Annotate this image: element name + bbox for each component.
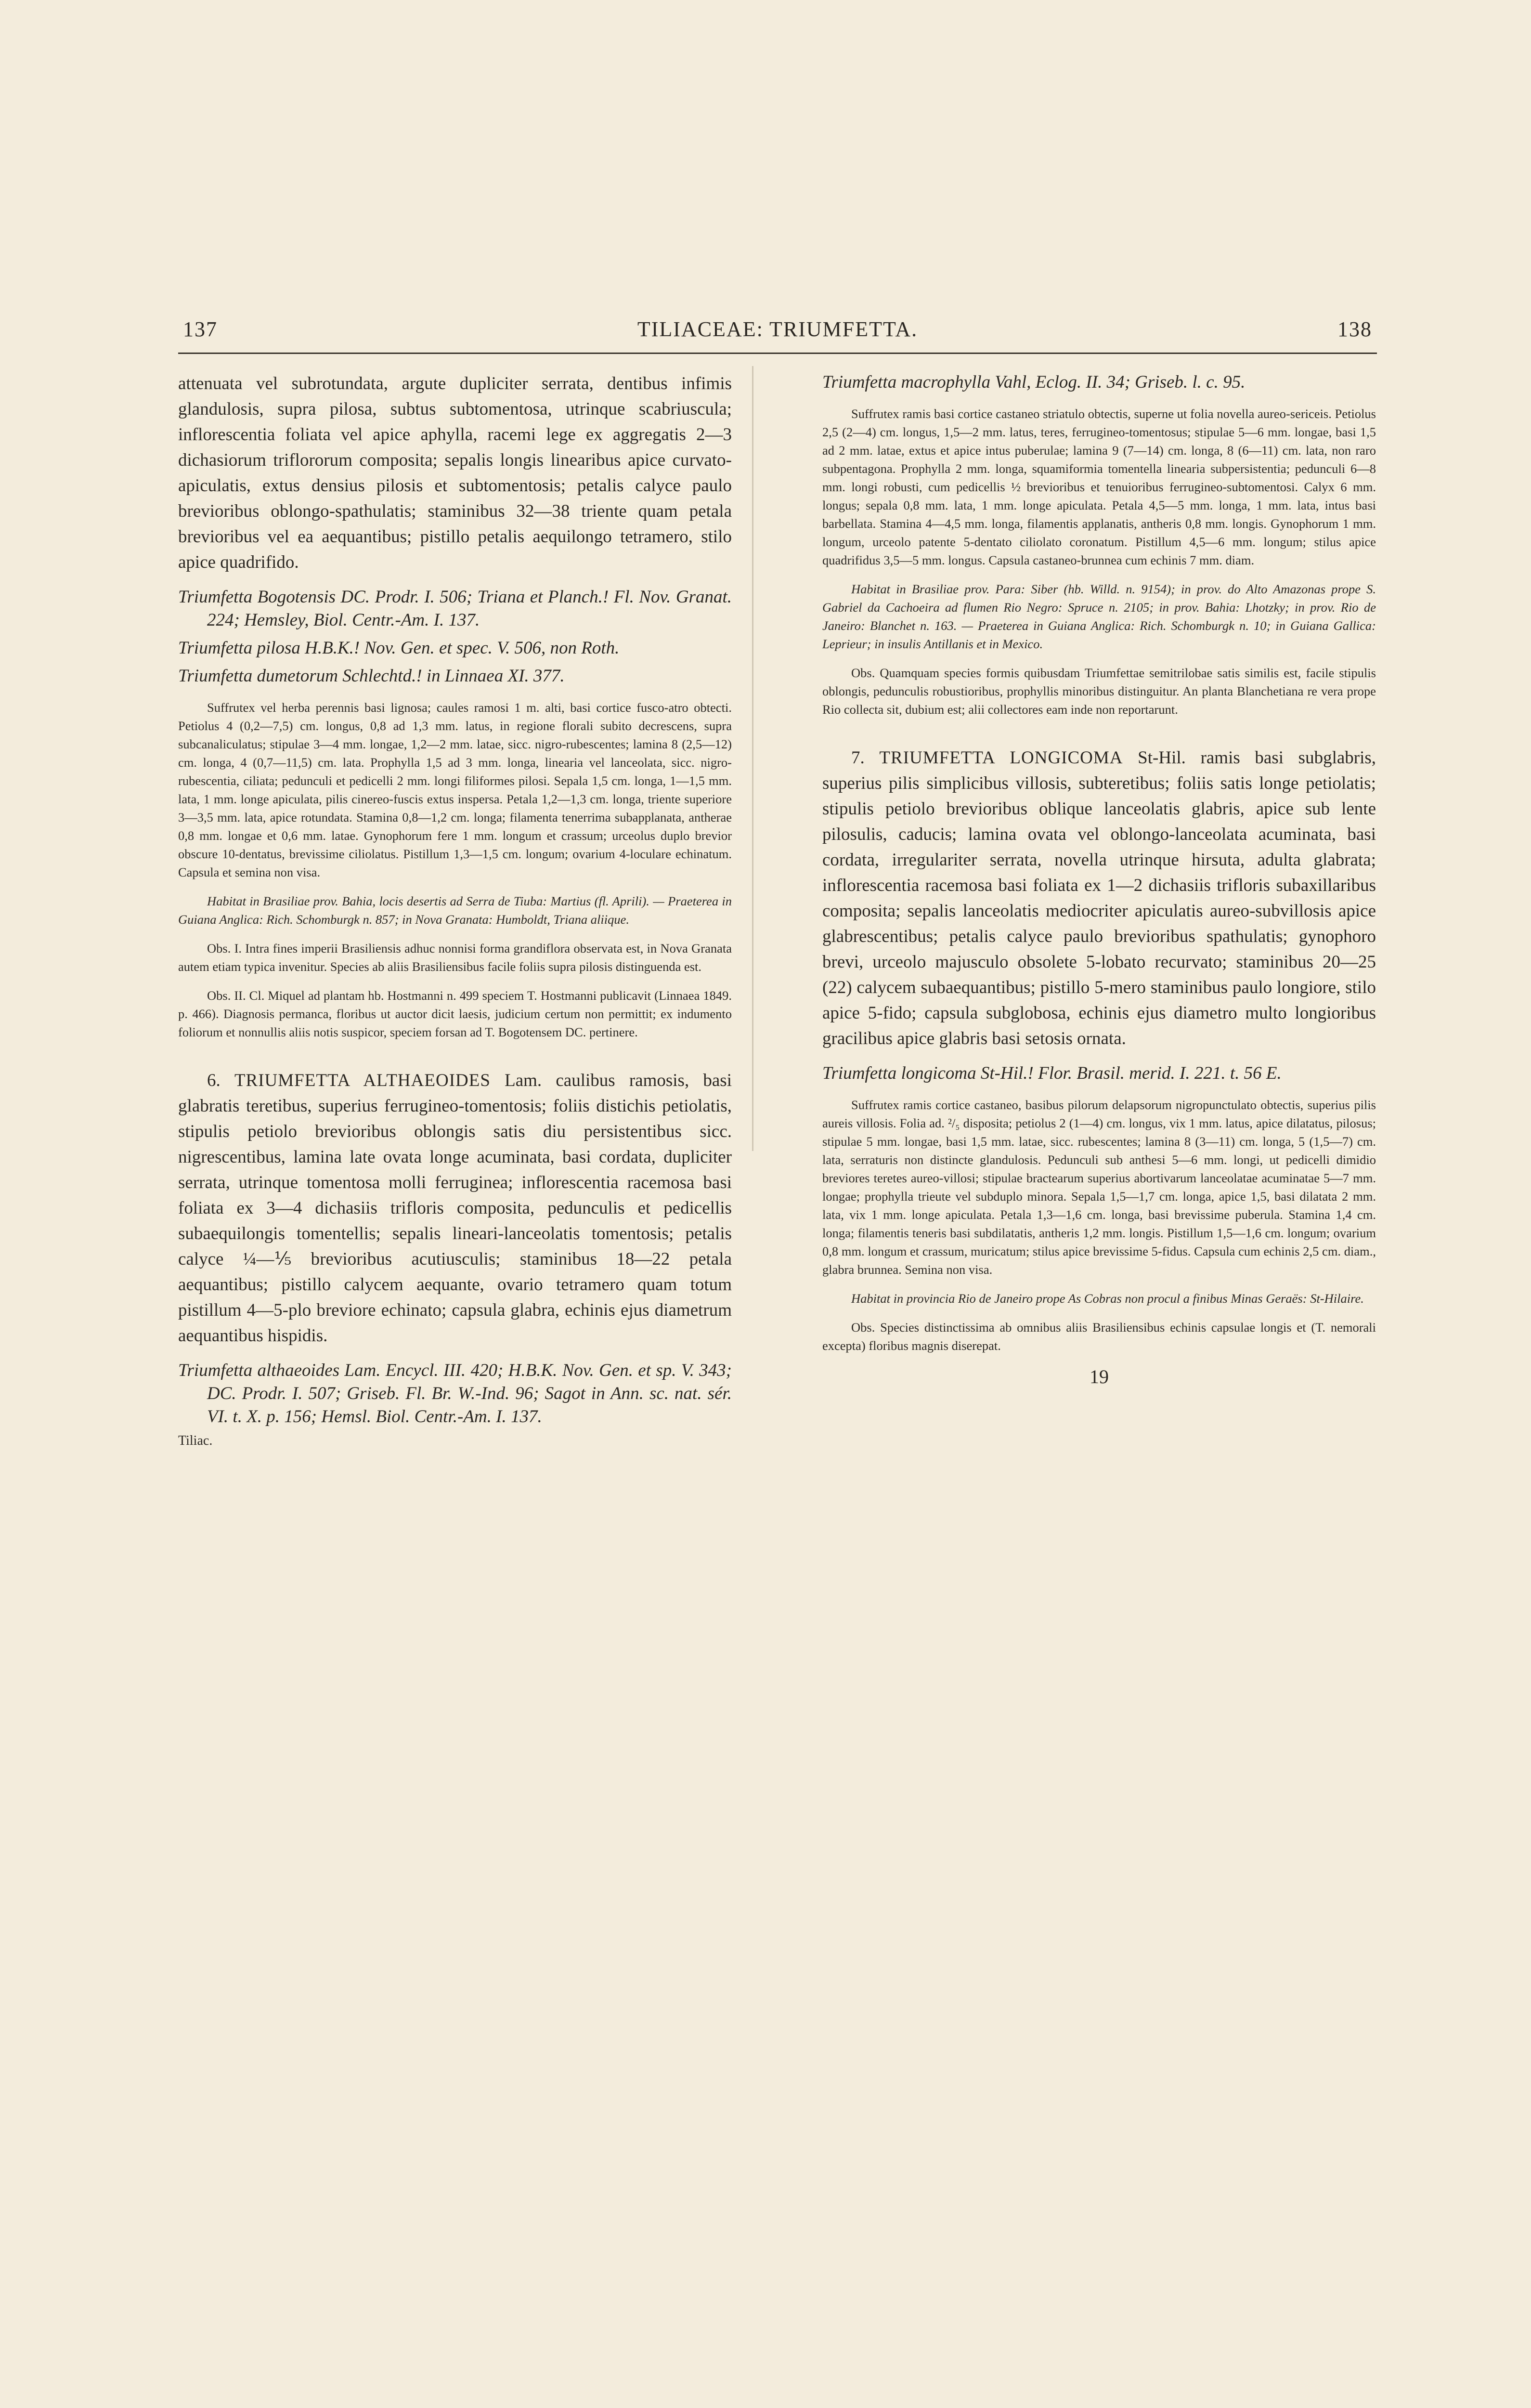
species-7-diagnosis-block	[822, 745, 1376, 1051]
header-rule	[178, 353, 1377, 354]
species-6-author: Lam.	[505, 1071, 542, 1090]
species-7-diagnosis: ramis basi subglabris, superius pilis simplicibus villosis, subteretibus; foliis satis longe petiolatis; stipulis petiolo brevioribus oblique lanceolatis glabris, apice sub lente pilosulis, caducis; lamina ovata vel oblongo-lanceolata acuminata, basi cordata, irregulariter serrata, novella utrinque hirsuta, adulta glabrata; inflorescentia racemosa basi foliata ex 1—2 dichasiis trifloris subaxillaribus composita; sepalis lanceolatis mediocriter apiculatis aureo-subvillosis apice glabrescentibus; petalis calyce paulo brevioribus spathulatis; gynophoro brevi, urceolo majusculo obsolete 5-lobato recurvato; staminibus 20—25 (22) calycem subaequantibus; pistillo 5-mero staminibus paulo longiore, stilo apice 5-fido; capsula subglobosa, echinis ejus diametro multo longioribus gracilibus apice glabris basi setosis ornata.	[822, 748, 1376, 1048]
species-7-number: 7.	[851, 748, 865, 768]
synonym-7: Triumfetta longicoma St-Hil.! Flor. Brasil. merid. I. 221. t. 56 E.	[822, 1063, 1282, 1083]
left-column	[178, 371, 732, 1449]
description-5: Suffrutex vel herba perennis basi lignosa; caules ramosi 1 m. alti, basi cortice fusco-atro obtecti. Petiolus 4 (0,2—7,5) cm. longus, 0,8 ad 1,3 mm. latus, in regione florali subito decrescens, supra subcanaliculatus; stipulae 3—4 mm. longae, 1,2—2 mm. latae, sicc. nigro-rubescentes; lamina 8 (2,5—12) cm. longa, 4 (0,7—11,5) cm. lata. Prophylla 1,5 ad 3 mm. longa, linearia vel lanceolata, sicc. nigro-rubescentia, ciliata; pedunculi et pedicelli 2 mm. longi filiformes pilosi. Sepala 1,5 cm. longa, 1—1,5 mm. lata, 1 mm. longe apiculata, pilis cinereo-fuscis extus inspersa. Petala 1,2—1,3 cm. longa, triente superiore 3—3,5 mm. lata, apice rotundata. Stamina 0,8—1,2 cm. longa; filamenta tenerrima subapplanata, antherae 0,8 mm. longae et 0,6 mm. latae. Gynophorum fere 1 mm. longum et crassum; urceolus duplo brevior obscure 10-dentatus, brevissime ciliolatus. Pistillum 1,3—1,5 cm. longum; ovarium 4-loculare echinatum. Capsula et semina non visa.	[178, 700, 732, 879]
intro-paragraph: attenuata vel subrotundata, argute dupliciter serrata, dentibus infimis glandulosis, supra pilosa, subtus subtomentosa, utrinque scabriuscula; inflorescentia foliata vel apice aphylla, racemi lege ex aggregatis 2—3 dichasiorum triflororum composita; sepalis longis linearibus apice curvato-apiculatis, extus densius pilosis et subtomentosis; petalis calyce paulo brevioribus oblongo-spathulatis; staminibus 32—38 triente quam petala brevioribus vel ea aequantibus; pistillo petalis aequilongo tetramero, stilo apice quadrifido.	[178, 374, 732, 572]
observation-5-1: Obs. I. Intra fines imperii Brasiliensis adhuc nonnisi forma grandiflora observata est, in Nova Granata autem etiam typica invenitur. Species ab aliis Brasiliensibus facile foliis supra pilosis distinguenda est.	[178, 941, 732, 974]
species-7-author: St-Hil.	[1138, 748, 1186, 768]
left-page-number: 137	[183, 317, 218, 341]
habitat-6: Habitat in Brasiliae prov. Para: Siber (hb. Willd. n. 9154); in prov. do Alto Amazonas prope S. Gabriel da Cachoeira ad flumen Rio Negro: Spruce n. 2105; in prov. Bahia: Lhotzky; in prov. Rio de Janeiro: Blanchet n. 163. — Praeterea in Guiana Anglica: Rich. Schomburgk n. 10; in Guiana Gallica: Leprieur; in insulis Antillanis et in Mexico.	[822, 582, 1376, 651]
synonym-5-1: Triumfetta Bogotensis DC. Prodr. I. 506; Triana et Planch.! Fl. Nov. Granat. 224; Hemsley, Biol. Centr.-Am. I. 137.	[178, 587, 732, 630]
running-head	[178, 313, 1377, 352]
species-6-number: 6.	[207, 1071, 221, 1090]
species-7-name: TRIUMFETTA LONGICOMA	[879, 748, 1123, 768]
column-divider	[752, 366, 753, 1151]
species-6-diagnosis-block	[178, 1068, 732, 1348]
observation-7: Obs. Species distinctissima ab omnibus aliis Brasiliensibus echinis capsulae longis et (T. nemorali excepta) floribus magnis diserepat.	[822, 1320, 1376, 1353]
synonym-5-3: Triumfetta dumetorum Schlechtd.! in Linnaea XI. 377.	[178, 666, 565, 686]
species-6-name: TRIUMFETTA ALTHAEOIDES	[234, 1071, 491, 1090]
observation-5-2: Obs. II. Cl. Miquel ad plantam hb. Hostmanni n. 499 speciem T. Hostmanni publicavit (Linnaea 1849. p. 466). Diagnosis permanca, floribus ut auctor dicit laesis, judicium certum non permittit; ex indumento foliorum et nonnullis aliis notis suspicor, speciem forsan ad T. Bogotensem DC. pertinere.	[178, 988, 732, 1039]
sheet-number: 19	[1090, 1366, 1109, 1387]
right-page-number: 138	[1337, 317, 1372, 341]
observation-6: Obs. Quamquam species formis quibusdam Triumfettae semitrilobae satis similis est, facile stipulis oblongis, pedunculis robustioribus, prophyllis minoribus distinguitur. An planta Blanchetiana re vera prope Rio collecta sit, dubium est; alii collectores eam inde non reportarunt.	[822, 666, 1376, 717]
running-title: TILIACEAE: TRIUMFETTA.	[637, 317, 918, 341]
synonym-6b: Triumfetta macrophylla Vahl, Eclog. II. 34; Griseb. l. c. 95.	[822, 372, 1246, 392]
description-7: Suffrutex ramis cortice castaneo, basibus pilorum delapsorum nigropunctulato obtectis, superius pilis aureis villosis. Folia ad. ²/₅ disposita; petiolus 2 (1—4) cm. longus, vix 1 mm. latus, apice dilatatus, pilosus; stipulae 5 mm. longae, basi 1,5 mm. latae, sicc. rubescentes; lamina 8 (3—11) cm. longa, 5 (1,5—7) cm. lata, serraturis non distincte glandulosis. Pedunculi sub anthesi 5—6 mm. longi, ut pedicelli dimidio breviores teretes aureo-villosi; stipulae bractearum superius abortivarum lanceolatae acuminatae 5—7 mm. longae; prophylla trieute vel subduplo minora. Sepala 1,5—1,7 cm. longa, apice 1,5, basi dilatata 2 mm. lata, vix 1 mm. longe apiculata. Petala 1,3—1,6 cm. longa, basi brevissime puberula. Stamina 1,4 cm. longa; filamentis teneris basi subdilatatis, antheris 1,2 mm. longis. Pistillum 1,5—1,6 cm. longum; ovarium 0,8 mm. longum et crassum, muricatum; stilus apice brevissime 5-fidus. Capsula cum echinis 2,5 cm. diam., glabra brunnea. Semina non visa.	[822, 1098, 1376, 1277]
species-6-diagnosis: caulibus ramosis, basi glabratis teretibus, superius ferrugineo-tomentosis; foliis distichis petiolatis, stipulis petiolo brevioribus oblongis satis diu persistentibus sicc. nigrescentibus, lamina late ovata longe acuminata, basi cordata, dupliciter serrata, utrinque tomentosa molli ferruginea; inflorescentia racemosa basi foliata ex 3—4 dichasiis trifloris composita, pedunculis et pedicellis subaequilongis tomentellis; sepalis lineari-lanceolatis tomentosis; petalis calyce ¼—⅕ brevioribus acutiusculis; staminibus 18—22 petala aequantibus; pistillo calycem aequante, ovario tetramero quam totum pistillum 4—5-plo breviore echinato; capsula glabra, echinis ejus diametrum aequantibus hispidis.	[178, 1071, 732, 1346]
footer-signature: Tiliac.	[178, 1433, 213, 1448]
habitat-7: Habitat in provincia Rio de Janeiro prope As Cobras non procul a finibus Minas Geraës: St-Hilaire.	[851, 1291, 1364, 1306]
description-6: Suffrutex ramis basi cortice castaneo striatulo obtectis, superne ut folia novella aureo-sericeis. Petiolus 2,5 (2—4) cm. longus, 1,5—2 mm. latus, teres, ferrugineo-tomentosus; stipulae 5—6 mm. longae, basi 1,5 ad 2 mm. latae, extus et apice intus puberulae; lamina 9 (7—14) cm. longa, 8 (6—11) cm. lata, non raro subpentagona. Prophylla 2 mm. longa, squamiformia tomentella linearia subpersistentia; pedunculi 6—8 mm. longi robusti, cum pedicellis ½ brevioribus et tenuioribus ferrugineo-subtomentosi. Calyx 6 mm. longus; sepala 0,8 mm. lata, 1 mm. longe apiculata. Petala 4,5—5 mm. longa, 1 mm. lata, intus basi barbellata. Stamina 4—4,5 mm. longa, filamentis applanatis, antheris 0,8 mm. longis. Gynophorum 1 mm. longum, urceolo patente 5-dentato ciliolato coronatum. Pistillum 4,5—6 mm. longum; stilus apice quadrifidus 3,5—5 mm. longus. Capsula castaneo-brunnea cum echinis 7 mm. diam.	[822, 406, 1376, 567]
right-column	[822, 371, 1376, 1388]
synonym-6: Triumfetta althaeoides Lam. Encycl. III. 420; H.B.K. Nov. Gen. et sp. V. 343; DC. Prodr. I. 507; Griseb. Fl. Br. W.-Ind. 96; Sagot in Ann. sc. nat. sér. VI. t. X. p. 156; Hemsl. Biol. Centr.-Am. I. 137.	[178, 1361, 732, 1426]
habitat-5: Habitat in Brasiliae prov. Bahia, locis desertis ad Serra de Tiuba: Martius (fl. Aprili). — Praeterea in Guiana Anglica: Rich. Schomburgk n. 857; in Nova Granata: Humboldt, Triana aliique.	[178, 894, 732, 927]
synonym-5-2: Triumfetta pilosa H.B.K.! Nov. Gen. et spec. V. 506, non Roth.	[178, 638, 620, 658]
